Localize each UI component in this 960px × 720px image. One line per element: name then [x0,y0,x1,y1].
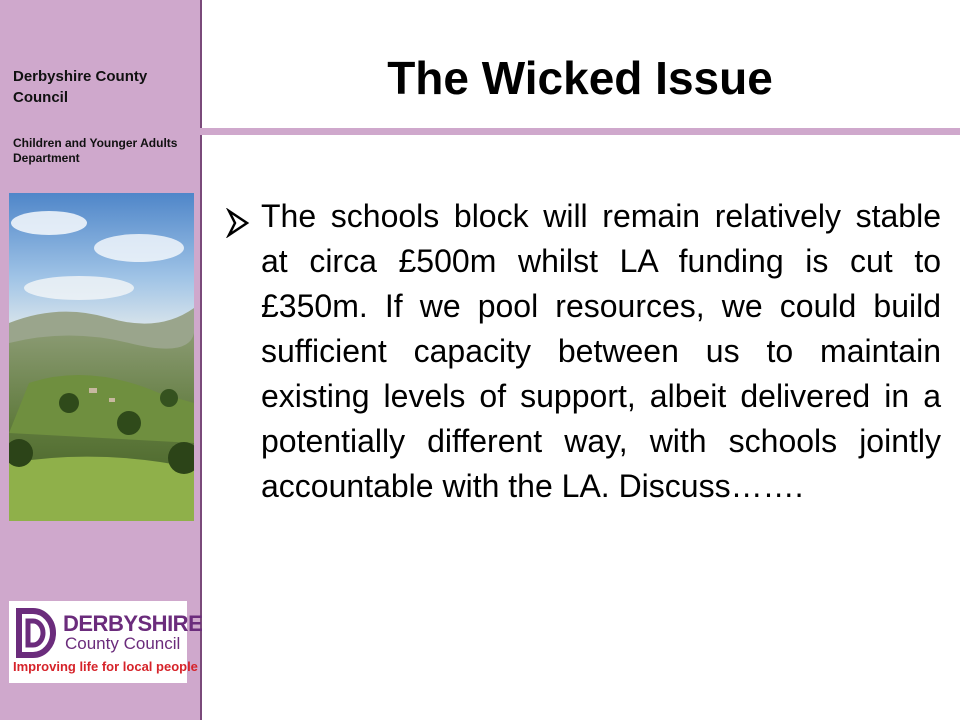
council-logo [9,601,203,683]
landscape-photo [9,193,194,521]
title-divider [200,128,960,135]
department-name: Children and Younger Adults Department [13,136,178,165]
sidebar [0,0,202,720]
slide-body-text: The schools block will remain relatively stable at circa £500m whilst LA funding is cut to £350m. If we pool resources, we could build sufficient capacity between us to maintain existing levels of support, albeit delivered in a potentially different way, with schools jointly accountable with the LA. Discuss……. [261,198,941,504]
logo-tagline: Improving life for local people [13,659,198,674]
org-name: Derbyshire County Council [13,68,148,106]
logo-title: DERBYSHIRE [63,611,203,636]
logo-subtitle: County Council [65,634,181,653]
council-d-logo-icon [15,607,59,659]
arrow-bullet-icon [226,194,258,234]
slide-title: The Wicked Issue [387,52,773,104]
